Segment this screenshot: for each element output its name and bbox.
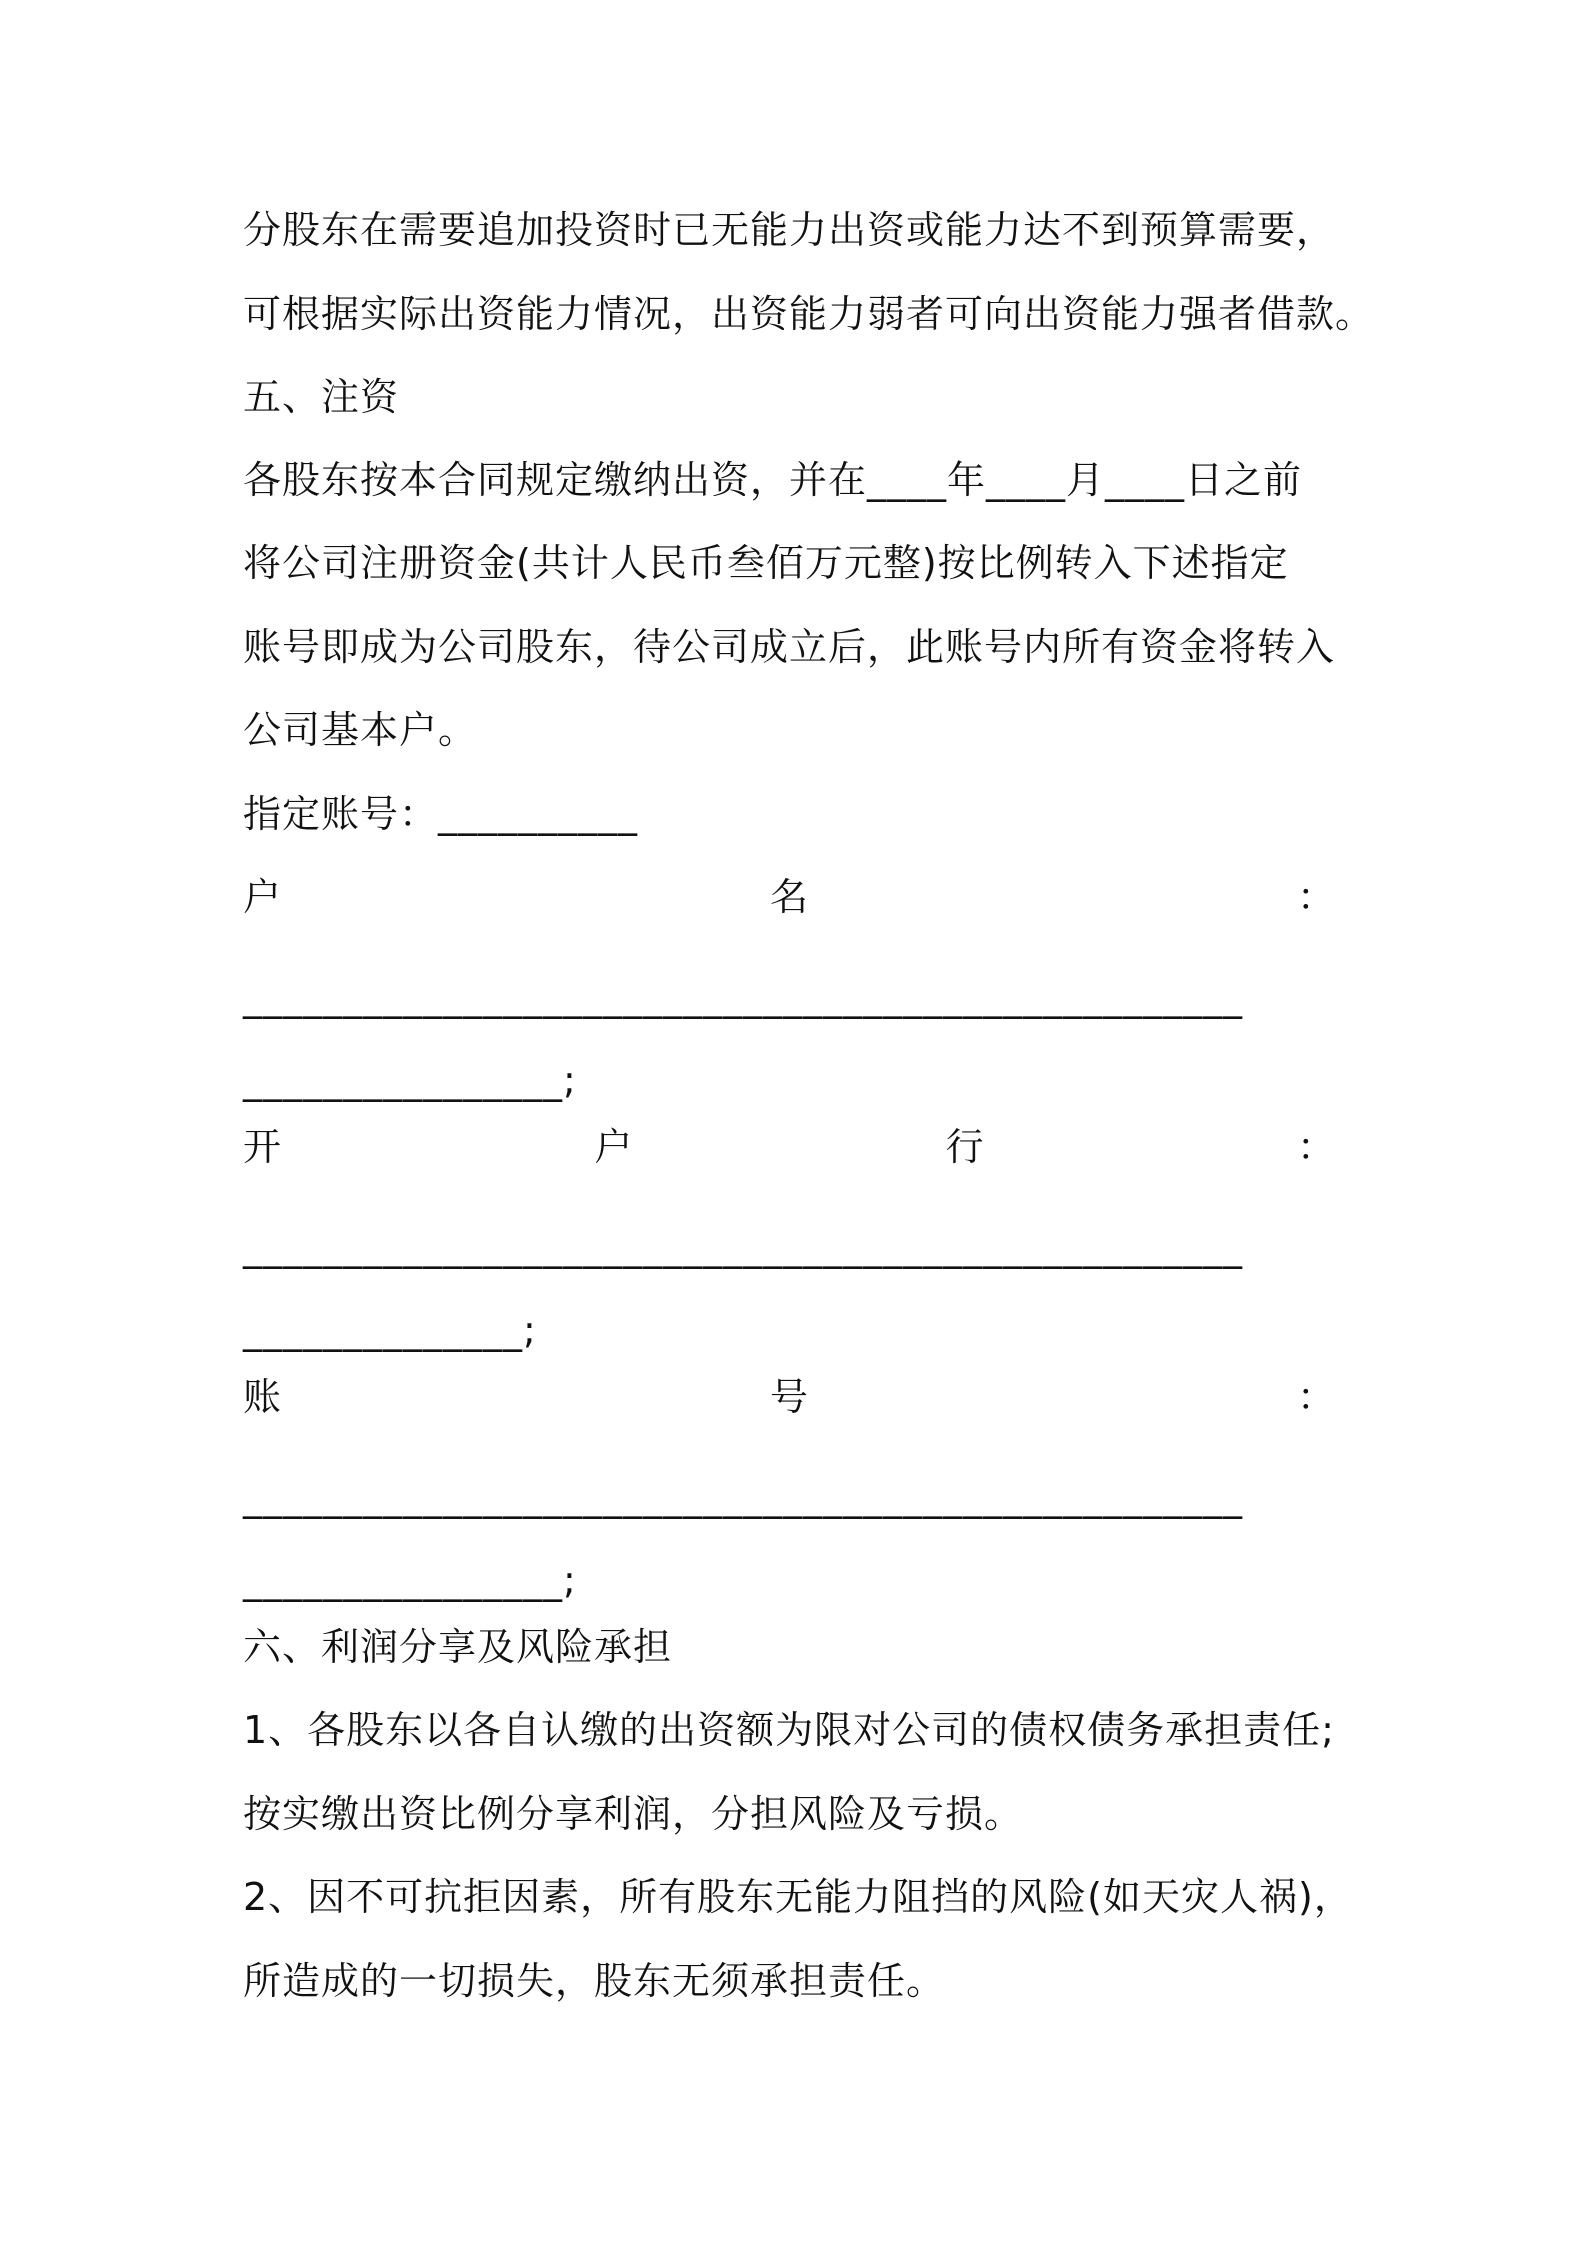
- account-bank-label: [243, 1122, 1335, 1172]
- fill-line: ________________;: [243, 1058, 577, 1102]
- section-heading: 六、利润分享及风险承担: [243, 1625, 673, 1669]
- paragraph-line: 所造成的一切损失，股东无须承担责任。: [243, 1959, 946, 2003]
- fill-line: __________________________________________________: [243, 975, 1243, 1019]
- paragraph-line: 公司基本户。: [243, 708, 478, 752]
- label-char: 开: [243, 1125, 282, 1169]
- account-number-label: [243, 1372, 1335, 1422]
- paragraph-line: 按实缴出资比例分享利润，分担风险及亏损。: [243, 1792, 1024, 1836]
- paragraph-line: 可根据实际出资能力情况，出资能力弱者可向出资能力强者借款。: [243, 292, 1375, 336]
- fill-line: __________________________________________________: [243, 1475, 1243, 1519]
- label-char: 行: [945, 1125, 984, 1169]
- label-char: ：: [1296, 1375, 1335, 1419]
- label-char: ：: [1296, 1125, 1335, 1169]
- label-char: 户: [243, 875, 282, 919]
- paragraph-line: 账号即成为公司股东，待公司成立后，此账号内所有资金将转入: [243, 625, 1336, 669]
- label-char: 账: [243, 1375, 282, 1419]
- fill-line: ______________;: [243, 1308, 537, 1352]
- label-char: 名: [769, 875, 808, 919]
- section-heading: 五、注资: [243, 375, 400, 419]
- paragraph-line: 将公司注册资金(共计人民币叁佰万元整)按比例转入下述指定: [243, 541, 1289, 585]
- fill-line: ________________;: [243, 1558, 577, 1602]
- paragraph-line: 各股东按本合同规定缴纳出资，并在____年____月____日之前: [243, 458, 1303, 502]
- paragraph-line: 1、各股东以各自认缴的出资额为限对公司的债权债务承担责任;: [243, 1708, 1335, 1752]
- account-label: 指定账号：__________: [243, 792, 639, 836]
- paragraph-line: 2、因不可抗拒因素，所有股东无能力阻挡的风险(如天灾人祸)，: [243, 1875, 1353, 1919]
- label-char: 户: [594, 1125, 633, 1169]
- account-name-label: [243, 872, 1335, 922]
- label-char: 号: [769, 1375, 808, 1419]
- paragraph-line: 分股东在需要追加投资时已无能力出资或能力达不到预算需要，: [243, 208, 1336, 252]
- fill-line: __________________________________________________: [243, 1225, 1243, 1269]
- label-char: ：: [1296, 875, 1335, 919]
